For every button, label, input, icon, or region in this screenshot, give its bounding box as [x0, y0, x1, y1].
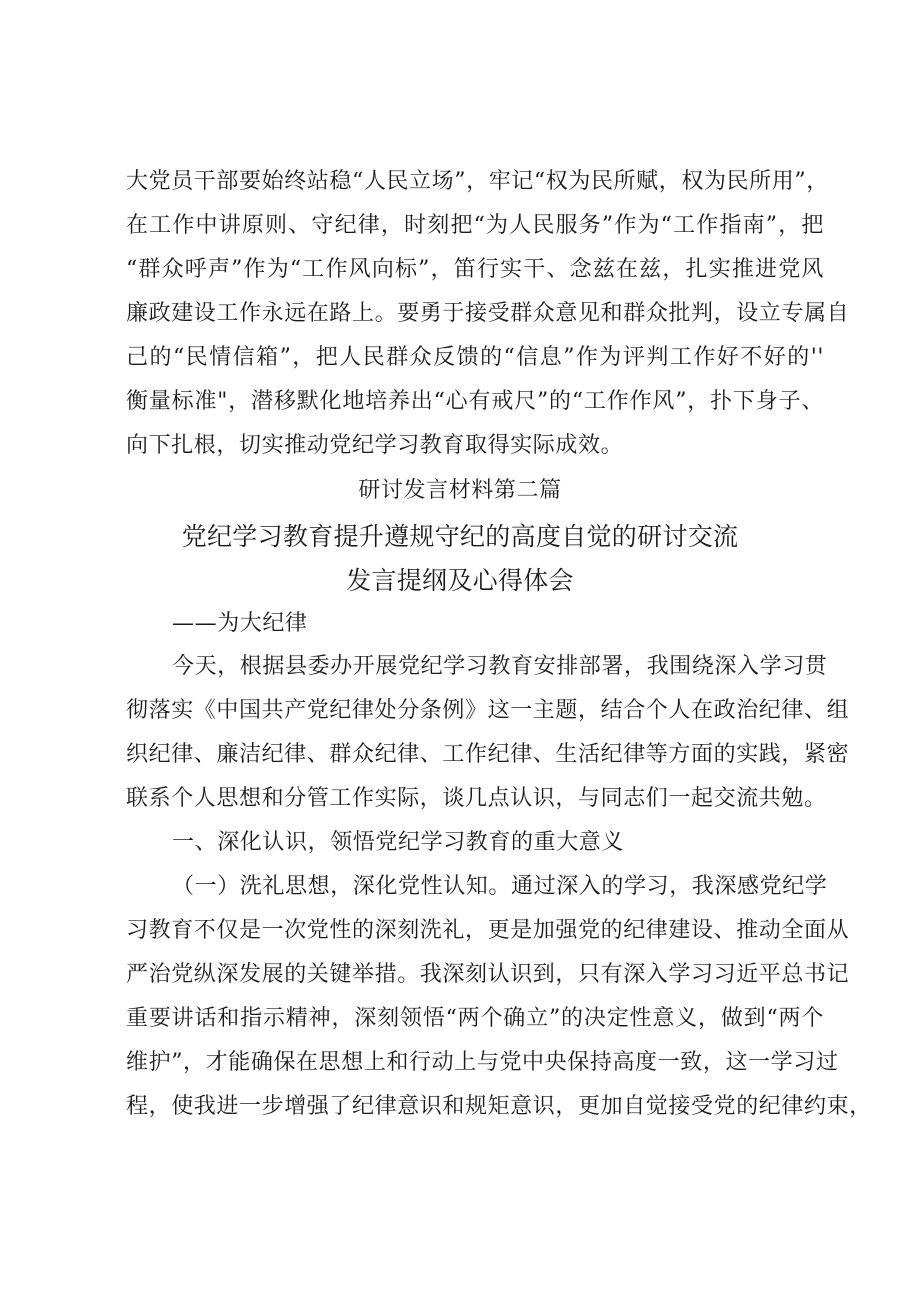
paragraph-line: 今天，根据县委办开展党纪学习教育安排部署，我围绕深入学习贯	[172, 654, 828, 679]
paragraph-line: 彻落实《中国共产党纪律处分条例》这一主题，结合个人在政治纪律、组	[126, 698, 850, 723]
section-label: 研讨发言材料第二篇	[358, 478, 562, 503]
paragraph-line: 严治党纵深发展的关键举措。我深刻认识到，只有深入学习习近平总书记	[126, 962, 850, 987]
paragraph-line: 己的“民情信箱”，把人民群众反馈的“信息”作为评判工作好不好的''	[126, 345, 824, 370]
paragraph-line: 程，使我进一步增强了纪律意识和规矩意识，更加自觉接受党的纪律约束，	[126, 1094, 872, 1119]
paragraph-line: “群众呼声”作为“工作风向标”，笛行实干、念兹在兹，扎实推进党风	[126, 257, 824, 282]
document-title-line-1: 党纪学习教育提升遵规守纪的高度自觉的研讨交流	[181, 522, 739, 551]
paragraph-line: （一）洗礼思想，深化党性认知。通过深入的学习，我深感党纪学	[172, 874, 828, 899]
paragraph-line: 维护”，才能确保在思想上和行动上与党中央保持高度一致，这一学习过	[126, 1050, 839, 1075]
paragraph-line: 衡量标准"，潜移默化地培养出“心有戒尺”的“工作作风”，扑下身子、	[126, 389, 824, 414]
document-subtitle: ——为大纪律	[172, 611, 308, 636]
paragraph-line: 重要讲话和指示精神，深刻领悟“两个确立”的决定性意义，做到“两个	[126, 1006, 824, 1031]
paragraph-line: 习教育不仅是一次党性的深刻洗礼，更是加强党的纪律建设、推动全面从	[126, 918, 850, 943]
paragraph-line: 在工作中讲原则、守纪律，时刻把“为人民服务”作为“工作指南”，把	[126, 213, 824, 238]
document-title-line-2: 发言提纲及心得体会	[346, 566, 574, 595]
paragraph-line: 织纪律、廉洁纪律、群众纪律、工作纪律、生活纪律等方面的实践，紧密	[126, 742, 850, 767]
paragraph-line: 联系个人思想和分管工作实际，谈几点认识，与同志们一起交流共勉。	[126, 786, 827, 811]
paragraph-line: 向下扎根，切实推动党纪学习教育取得实际成效。	[126, 433, 624, 458]
paragraph-line: 大党员干部要始终站稳“人民立场”，牢记“权为民所赋，权为民所用”，	[126, 169, 829, 194]
section-heading: 一、深化认识，领悟党纪学习教育的重大意义	[172, 830, 625, 855]
paragraph-line: 廉政建设工作永远在路上。要勇于接受群众意见和群众批判，设立专属自	[126, 301, 850, 326]
